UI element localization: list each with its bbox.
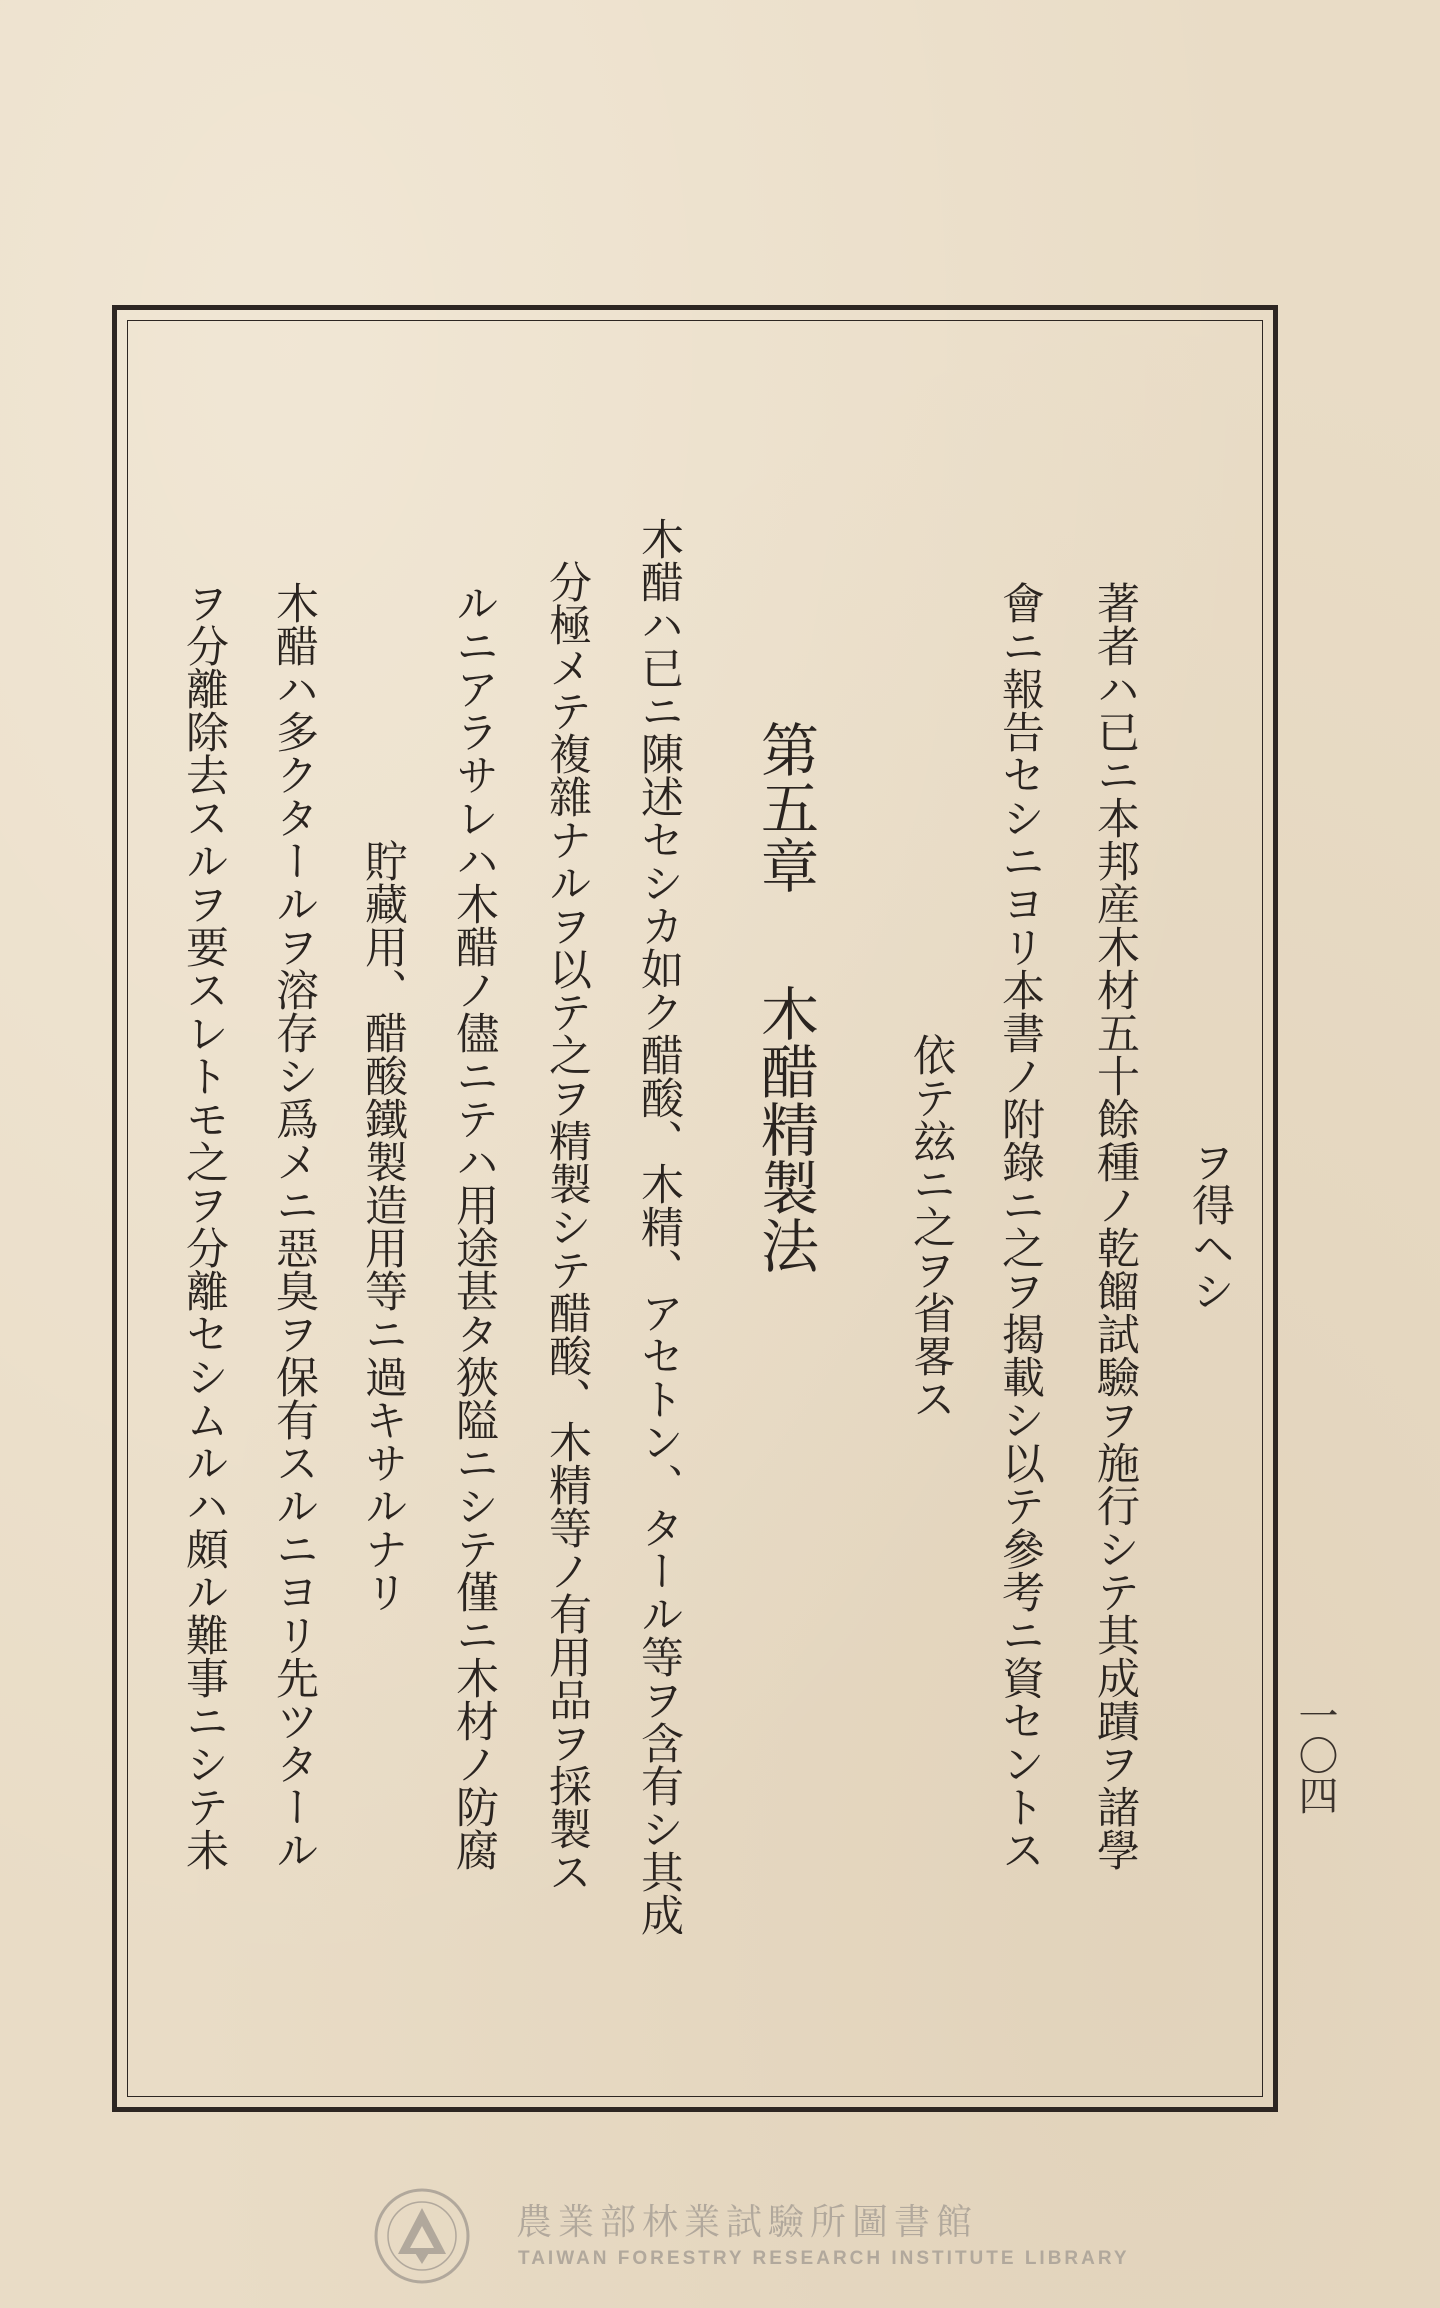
text-column-6: 分極メテ複雜ナルヲ以テ之ヲ精製シテ醋酸、木精等ノ有用品ヲ採製ス [542, 559, 592, 1893]
library-seal-icon [372, 2186, 472, 2286]
library-watermark [372, 2186, 1130, 2286]
text-column-5: 木醋ハ已ニ陳述セシカ如ク醋酸、木精、アセトン、タール等ヲ含有シ其成 [634, 516, 684, 1936]
chapter-number: 第五章 [751, 720, 819, 894]
chapter-heading [745, 720, 825, 1274]
text-column-9: 木醋ハ多クタールヲ溶存シ爲メニ惡臭ヲ保有スルニヨリ先ツタール [269, 581, 319, 1871]
library-name-chinese: 農業部林業試驗所圖書館 [516, 2202, 979, 2243]
text-column-8: 貯藏用、醋酸鐵製造用等ニ過キサルナリ [358, 839, 408, 1613]
text-column-4: 依テ玆ニ之ヲ省畧ス [906, 1032, 956, 1420]
text-column-10: ヲ分離除去スルヲ要スレトモ之ヲ分離セシムルハ頗ル難事ニシテ未 [179, 581, 229, 1871]
text-column-2: 著者ハ已ニ本邦産木材五十餘種ノ乾餾試驗ヲ施行シテ其成蹟ヲ諸學 [1090, 581, 1140, 1871]
text-column-1: ヲ得ヘシ [1185, 1140, 1235, 1312]
chapter-title: 木醋精製法 [751, 984, 819, 1274]
text-column-7: ルニアラサレハ木醋ノ儘ニテハ用途甚タ狹隘ニシテ僅ニ木材ノ防腐 [449, 581, 499, 1871]
library-name-english: TAIWAN FORESTRY RESEARCH INSTITUTE LIBRARY [518, 2248, 1130, 2269]
page-number: 一〇四 [1292, 1695, 1338, 1815]
text-column-3: 會ニ報告セシニヨリ本書ノ附錄ニ之ヲ揭載シ以テ參考ニ資セントス [995, 581, 1045, 1871]
